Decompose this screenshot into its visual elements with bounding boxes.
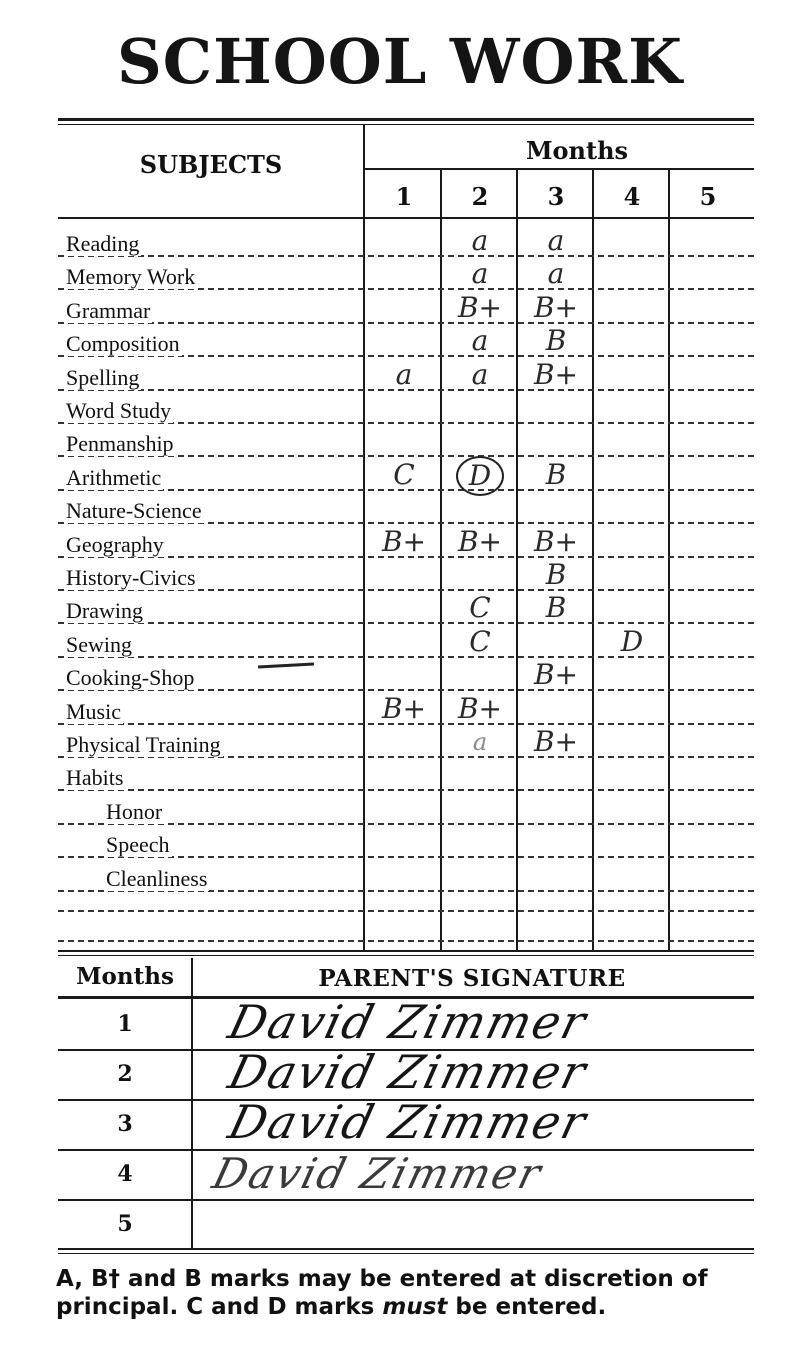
footnote-emphasis: must [382, 1294, 448, 1320]
signature-col-divider [191, 958, 193, 1248]
signature-row-rule [58, 1199, 754, 1201]
subject-label: Cooking-Shop [66, 665, 195, 690]
signature-month-number: 3 [117, 1111, 133, 1137]
grade-mark: D [620, 625, 644, 658]
months-header-rule [365, 168, 754, 170]
footnote-line-1: A, B† and B marks may be entered at discretion of [56, 1266, 708, 1292]
parents-signature-header: PARENT'S SIGNATURE [318, 965, 626, 992]
subjects-header: SUBJECTS [139, 150, 283, 179]
subject-label: Sewing [66, 632, 132, 657]
table-row [58, 622, 754, 624]
signature-bottom-rule-inner [58, 1253, 754, 1254]
grade-mark [442, 456, 518, 496]
parent-signature: David Zimmer [223, 995, 593, 1049]
grade-mark: B+ [533, 658, 579, 691]
subject-label: Music [66, 699, 121, 724]
footnote [56, 1265, 756, 1321]
footnote-line-2-a: principal. C and D marks [56, 1294, 383, 1320]
grade-mark: a [471, 324, 489, 357]
grade-mark: B+ [457, 692, 503, 725]
parent-signature: David Zimmer [207, 1149, 548, 1198]
section-divider-rule [58, 950, 754, 952]
grade-mark: B+ [533, 358, 579, 391]
blank-row-line [58, 940, 754, 942]
subject-label: Geography [66, 532, 164, 557]
grade-mark: B+ [381, 692, 427, 725]
parent-signature: David Zimmer [223, 1095, 593, 1149]
subject-label: Arithmetic [66, 465, 162, 490]
grade-mark: C [469, 591, 491, 624]
subject-label: Spelling [66, 365, 140, 390]
grade-mark: B [545, 458, 567, 491]
subject-label: Drawing [66, 598, 143, 623]
subject-label: Reading [66, 231, 140, 256]
grade-mark: B [545, 591, 567, 624]
table-row [58, 322, 754, 324]
subject-label: Habits [66, 765, 124, 790]
month-number-2: 2 [471, 182, 489, 211]
signature-months-header: Months [76, 963, 174, 990]
subject-label: Composition [66, 331, 180, 356]
table-row [58, 255, 754, 257]
subject-label: Word Study [66, 398, 172, 423]
grade-mark: a [547, 224, 565, 257]
grade-mark: B+ [381, 525, 427, 558]
grade-mark: B [545, 558, 567, 591]
section-divider-rule-inner [58, 955, 754, 956]
grade-mark: a [471, 257, 489, 290]
col-divider-4 [668, 168, 670, 950]
signature-month-number: 5 [117, 1211, 133, 1237]
subject-label: Speech [106, 832, 170, 857]
month-number-1: 1 [395, 182, 413, 211]
month-number-3: 3 [547, 182, 565, 211]
signature-bottom-rule [58, 1248, 754, 1250]
month-number-4: 4 [623, 182, 641, 211]
col-divider-subjects [363, 125, 365, 950]
header-bottom-rule [58, 217, 754, 219]
grade-mark: B+ [457, 291, 503, 324]
grade-mark: a [547, 257, 565, 290]
grade-mark: C [393, 458, 415, 491]
signature-month-number: 4 [117, 1161, 133, 1187]
table-top-rule [58, 118, 754, 121]
subject-label: Nature-Science [66, 498, 202, 523]
subject-label: Physical Training [66, 732, 221, 757]
footnote-line-2 [56, 1293, 756, 1321]
grade-mark: a [395, 358, 413, 391]
grade-mark: C [469, 625, 491, 658]
subject-label: History-Civics [66, 565, 196, 590]
subject-label: Honor [106, 799, 163, 824]
circled-grade: D [456, 456, 504, 496]
parent-signature: David Zimmer [223, 1045, 593, 1099]
grade-mark: a [471, 224, 489, 257]
subject-label: Grammar [66, 298, 151, 323]
grade-mark: a [471, 358, 489, 391]
grade-mark: B [545, 324, 567, 357]
grade-mark: B+ [457, 525, 503, 558]
grade-mark: a [472, 728, 488, 756]
grade-mark: B+ [533, 291, 579, 324]
subject-label: Penmanship [66, 431, 174, 456]
blank-row-line [58, 910, 754, 912]
month-number-5: 5 [699, 182, 717, 211]
subject-label: Memory Work [66, 264, 196, 289]
signature-month-number: 2 [117, 1061, 133, 1087]
months-header: Months [525, 136, 629, 165]
pencil-stroke-mark [258, 663, 314, 669]
signature-month-number: 1 [117, 1011, 133, 1037]
table-top-rule-inner [58, 124, 754, 125]
grade-mark: B+ [533, 725, 579, 758]
subject-label: Cleanliness [106, 866, 208, 891]
grade-mark: B+ [533, 525, 579, 558]
table-row [58, 789, 754, 791]
footnote-line-2-b: be entered. [447, 1294, 607, 1320]
page-title: SCHOOL WORK [117, 25, 683, 98]
